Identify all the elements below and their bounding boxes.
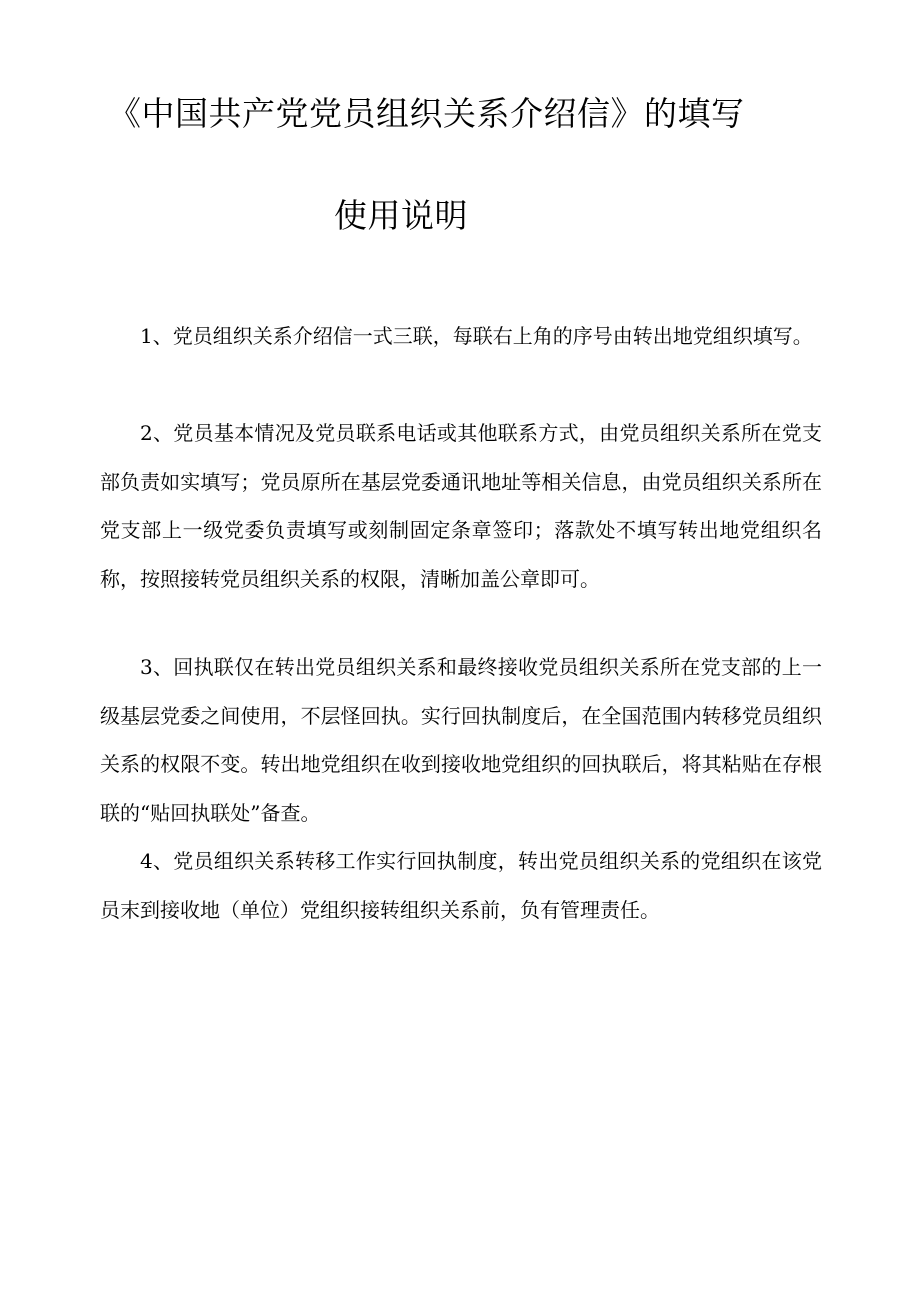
instruction-paragraph-2: 2、党员基本情况及党员联系电话或其他联系方式，由党员组织关系所在党支部负责如实填写；党员原所在基层党委通讯地址等相关信息，由党员组织关系所在党支部上一级党委负责填写或刻制固定条章签印；落款处不填写转出地党组织名称，按照接转党员组织关系的权限，清晰加盖公章即可。 bbox=[100, 421, 822, 591]
document-title: 《中国共产党党员组织关系介绍信》的填写 bbox=[108, 94, 745, 133]
document-subtitle: 使用说明 bbox=[334, 196, 468, 235]
instruction-paragraph-3: 3、回执联仅在转出党员组织关系和最终接收党员组织关系所在党支部的上一级基层党委之间使用，不层怪回执。实行回执制度后，在全国范围内转移党员组织关系的权限不变。转出地党组织在收到接收地党组织的回执联后，将其粘贴在存根联的“贴回执联处”备查。 bbox=[100, 655, 822, 825]
instruction-paragraph-1: 1、党员组织关系介绍信一式三联，每联右上角的序号由转出地党组织填写。 bbox=[140, 324, 813, 348]
instruction-paragraph-4: 4、党员组织关系转移工作实行回执制度，转出党员组织关系的党组织在该党员末到接收地（单位）党组织接转组织关系前，负有管理责任。 bbox=[100, 849, 822, 922]
